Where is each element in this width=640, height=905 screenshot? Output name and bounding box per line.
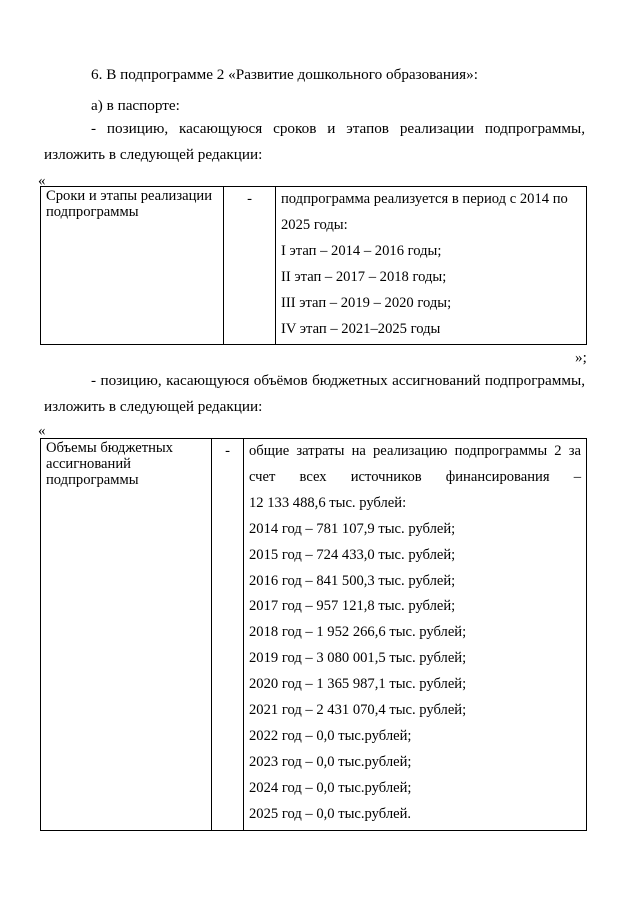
budget-year-line: 2025 год – 0,0 тыс.рублей. [249,805,412,822]
timing-stage-4: IV этап – 2021–2025 годы [281,320,441,337]
timing-stage-3: III этап – 2019 – 2020 годы; [281,294,452,311]
close-quote-1: »; [575,349,587,366]
timing-table [40,186,587,345]
budget-intro-line: общие затраты на реализацию подпрограммы 2 за [249,443,581,459]
paragraph-budget-line2: изложить в следующей редакции: [44,398,263,415]
budget-year-line: 2015 год – 724 433,0 тыс. рублей; [249,546,456,563]
budget-year-line: 2021 год – 2 431 070,4 тыс. рублей; [249,702,467,719]
budget-year-line: 2023 год – 0,0 тыс.рублей; [249,753,412,770]
timing-dash: - [247,191,252,207]
paragraph-passport: а) в паспорте: [91,97,180,114]
budget-year-line: 2018 год – 1 952 266,6 тыс. рублей; [249,624,467,641]
timing-label-cell [41,187,224,345]
open-quote-1: « [38,173,46,189]
budget-value-cell [244,439,587,831]
paragraph-budget-line1: - позицию, касающуюся объёмов бюджетных ассигнований подпрограммы, [91,372,585,389]
budget-year-line: 2024 год – 0,0 тыс.рублей; [249,779,412,796]
budget-label: Объемы бюджетных ассигнований подпрограммы [46,440,173,488]
timing-stage-1: I этап – 2014 – 2016 годы; [281,242,442,259]
timing-dash-cell [224,187,276,345]
budget-dash-cell [212,439,244,831]
open-quote-2: « [38,423,46,439]
timing-value-cell [276,187,587,345]
timing-stage-2: II этап – 2017 – 2018 годы; [281,268,447,285]
paragraph-subprogram-title: 6. В подпрограмме 2 «Развитие дошкольного образования»: [91,66,478,83]
budget-year-line: 2019 год – 3 080 001,5 тыс. рублей; [249,650,467,667]
timing-line: 2025 годы: [281,216,348,233]
paragraph-timing-line1: - позицию, касающуюся сроков и этапов реализации подпрограммы, [91,120,585,137]
paragraph-timing-line2: изложить в следующей редакции: [44,146,263,163]
budget-table [40,438,587,831]
budget-total: 12 133 488,6 тыс. рублей: [249,494,407,511]
budget-intro-line: счет всех источников финансирования – [249,468,581,485]
budget-table-row [41,439,587,831]
budget-year-line: 2017 год – 957 121,8 тыс. рублей; [249,598,456,615]
budget-year-line: 2020 год – 1 365 987,1 тыс. рублей; [249,676,467,693]
budget-year-line: 2022 год – 0,0 тыс.рублей; [249,727,412,744]
budget-label-cell [41,439,212,831]
timing-table-row [41,187,587,345]
timing-label: Сроки и этапы реализации подпрограммы [46,188,213,220]
budget-year-line: 2014 год – 781 107,9 тыс. рублей; [249,520,456,537]
budget-dash: - [225,443,230,459]
timing-line: подпрограмма реализуется в период с 2014 по [281,191,568,207]
budget-year-line: 2016 год – 841 500,3 тыс. рублей; [249,572,456,589]
